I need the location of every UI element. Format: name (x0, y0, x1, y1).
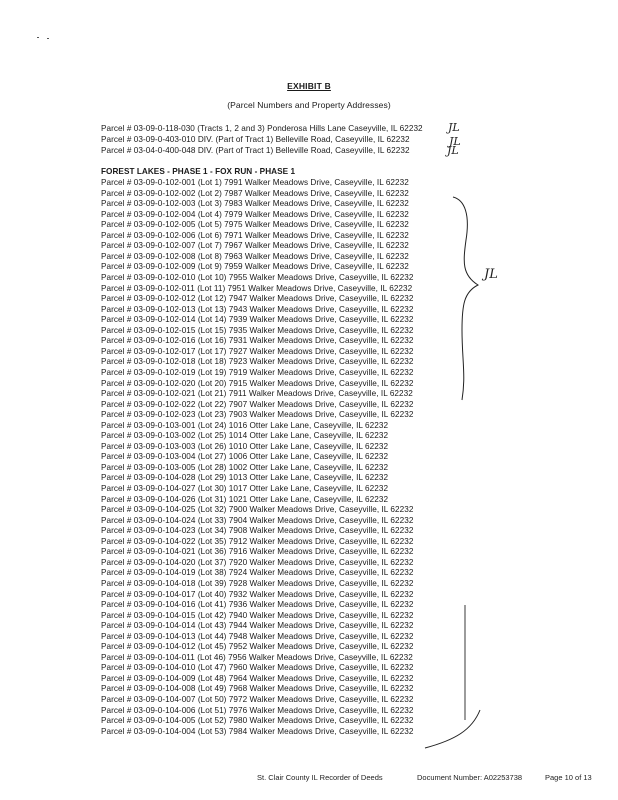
parcel-line: Parcel # 03-09-0-103-001 (Lot 24) 1016 Otter Lake Lane, Caseyville, IL 62232 (101, 420, 389, 430)
parcel-line: Parcel # 03-09-0-104-018 (Lot 39) 7928 Walker Meadows Drive, Caseyville, IL 62232 (101, 578, 414, 588)
parcel-line: Parcel # 03-09-0-102-014 (Lot 14) 7939 Walker Meadows Drive, Caseyville, IL 62232 (101, 315, 414, 325)
parcel-line: Parcel # 03-09-0-104-014 (Lot 43) 7944 Walker Meadows Drive, Caseyville, IL 62232 (101, 621, 414, 631)
parcel-line: Parcel # 03-09-0-104-024 (Lot 33) 7904 Walker Meadows Drive, Caseyville, IL 62232 (101, 515, 414, 525)
parcel-line: Parcel # 03-09-0-104-027 (Lot 30) 1017 Otter Lake Lane, Caseyville, IL 62232 (101, 484, 389, 493)
parcel-line: Parcel # 03-09-0-104-020 (Lot 37) 7920 Walker Meadows Drive, Caseyville, IL 62232 (101, 557, 414, 567)
parcel-line: Parcel # 03-09-0-104-007 (Lot 50) 7972 Walker Meadows Drive, Caseyville, IL 62232 (101, 695, 414, 704)
parcel-line: Parcel # 03-09-0-102-019 (Lot 19) 7919 Walker Meadows Drive, Caseyville, IL 62232 (101, 367, 414, 377)
bracket-mark (453, 197, 478, 400)
parcel-line: Parcel # 03-09-0-104-026 (Lot 31) 1021 Otter Lake Lane, Caseyville, IL 62232 (101, 494, 389, 504)
initials-mark-1: JL (448, 121, 460, 134)
parcel-line: Parcel # 03-09-0-103-002 (Lot 25) 1014 Otter Lake Lane, Caseyville, IL 62232 (101, 431, 389, 441)
parcel-line: Parcel # 03-09-0-104-022 (Lot 35) 7912 Walker Meadows Drive, Caseyville, IL 62232 (101, 536, 414, 546)
parcel-line: Parcel # 03-09-0-102-022 (Lot 22) 7907 Walker Meadows Drive, Caseyville, IL 62232 (101, 399, 414, 409)
top-parcel-line: Parcel # 03-09-0-118-030 (Tracts 1, 2 and 3) Ponderosa Hills Lane Caseyville, IL 62232 (101, 124, 423, 133)
parcel-line: Parcel # 03-09-0-104-017 (Lot 40) 7932 Walker Meadows Drive, Caseyville, IL 62232 (101, 589, 414, 599)
parcel-line: Parcel # 03-09-0-102-012 (Lot 12) 7947 Walker Meadows Drive, Caseyville, IL 62232 (101, 294, 414, 304)
curve-mark (425, 710, 480, 748)
parcel-line: Parcel # 03-09-0-104-012 (Lot 45) 7952 Walker Meadows Drive, Caseyville, IL 62232 (101, 642, 414, 652)
initials-mark-2: JL (449, 135, 461, 148)
parcel-line: Parcel # 03-09-0-104-016 (Lot 41) 7936 Walker Meadows Drive, Caseyville, IL 62232 (101, 600, 414, 609)
parcel-line: Parcel # 03-09-0-104-008 (Lot 49) 7968 Walker Meadows Drive, Caseyville, IL 62232 (101, 684, 414, 694)
parcel-line: Parcel # 03-09-0-102-002 (Lot 2) 7987 Walker Meadows Drive, Caseyville, IL 62232 (101, 188, 409, 198)
footer-document-number: Document Number: A02253738 (417, 773, 523, 782)
top-parcel-line: Parcel # 03-04-0-400-048 DIV. (Part of Tract 1) Belleville Road, Caseyville, IL 62232 (101, 146, 410, 155)
parcel-line: Parcel # 03-09-0-102-003 (Lot 3) 7983 Walker Meadows Drive, Caseyville, IL 62232 (101, 199, 409, 209)
parcel-line: Parcel # 03-09-0-102-023 (Lot 23) 7903 Walker Meadows Drive, Caseyville, IL 62232 (101, 410, 414, 420)
parcel-line: Parcel # 03-09-0-103-005 (Lot 28) 1002 Otter Lake Lane, Caseyville, IL 62232 (101, 462, 389, 472)
parcel-line: Parcel # 03-09-0-102-018 (Lot 18) 7923 Walker Meadows Drive, Caseyville, IL 62232 (101, 357, 414, 367)
parcel-line: Parcel # 03-09-0-102-013 (Lot 13) 7943 Walker Meadows Drive, Caseyville, IL 62232 (101, 304, 414, 314)
parcel-line: Parcel # 03-09-0-102-001 (Lot 1) 7991 Walker Meadows Drive, Caseyville, IL 62232 (101, 178, 409, 187)
exhibit-title: EXHIBIT B (287, 81, 331, 91)
parcel-line: Parcel # 03-09-0-102-017 (Lot 17) 7927 Walker Meadows Drive, Caseyville, IL 62232 (101, 346, 414, 356)
parcel-line: Parcel # 03-09-0-103-003 (Lot 26) 1010 Otter Lake Lane, Caseyville, IL 62232 (101, 441, 389, 451)
parcel-line: Parcel # 03-09-0-104-019 (Lot 38) 7924 Walker Meadows Drive, Caseyville, IL 62232 (101, 568, 414, 578)
parcel-line: Parcel # 03-09-0-102-021 (Lot 21) 7911 Walker Meadows Drive, Caseyville, IL 62232 (101, 389, 413, 398)
parcel-line: Parcel # 03-09-0-104-015 (Lot 42) 7940 Walker Meadows Drive, Caseyville, IL 62232 (101, 610, 414, 620)
parcel-line: Parcel # 03-09-0-104-021 (Lot 36) 7916 Walker Meadows Drive, Caseyville, IL 62232 (101, 547, 414, 557)
parcel-line: Parcel # 03-09-0-102-009 (Lot 9) 7959 Walker Meadows Drive, Caseyville, IL 62232 (101, 262, 409, 272)
parcel-line: Parcel # 03-09-0-104-025 (Lot 32) 7900 Walker Meadows Drive, Caseyville, IL 62232 (101, 505, 414, 515)
footer-recorder: St. Clair County IL Recorder of Deeds (257, 773, 383, 782)
parcel-line: Parcel # 03-09-0-104-028 (Lot 29) 1013 Otter Lake Lane, Caseyville, IL 62232 (101, 473, 389, 483)
parcel-line: Parcel # 03-09-0-104-005 (Lot 52) 7980 Walker Meadows Drive, Caseyville, IL 62232 (101, 716, 414, 726)
parcel-line: Parcel # 03-09-0-104-004 (Lot 53) 7984 Walker Meadows Drive, Caseyville, IL 62232 (101, 726, 414, 736)
parcel-line: Parcel # 03-09-0-102-004 (Lot 4) 7979 Walker Meadows Drive, Caseyville, IL 62232 (101, 209, 409, 219)
parcel-line: Parcel # 03-09-0-104-013 (Lot 44) 7948 Walker Meadows Drive, Caseyville, IL 62232 (101, 631, 414, 641)
top-parcel-line: Parcel # 03-09-0-403-010 DIV. (Part of Tract 1) Belleville Road, Caseyville, IL 62232 (101, 135, 410, 144)
parcel-line: Parcel # 03-09-0-102-016 (Lot 16) 7931 Walker Meadows Drive, Caseyville, IL 62232 (101, 336, 414, 346)
parcel-line: Parcel # 03-09-0-102-020 (Lot 20) 7915 Walker Meadows Drive, Caseyville, IL 62232 (101, 378, 414, 388)
parcel-line: Parcel # 03-09-0-102-008 (Lot 8) 7963 Walker Meadows Drive, Caseyville, IL 62232 (101, 251, 409, 261)
parcel-line: Parcel # 03-09-0-103-004 (Lot 27) 1006 Otter Lake Lane, Caseyville, IL 62232 (101, 452, 389, 462)
exhibit-subtitle: (Parcel Numbers and Property Addresses) (227, 100, 391, 110)
parcel-line: Parcel # 03-09-0-104-009 (Lot 48) 7964 Walker Meadows Drive, Caseyville, IL 62232 (101, 673, 414, 683)
parcel-line: Parcel # 03-09-0-104-011 (Lot 46) 7956 Walker Meadows Drive, Caseyville, IL 62232 (101, 652, 413, 662)
footer-page-number: Page 10 of 13 (545, 773, 592, 782)
parcel-line: Parcel # 03-09-0-104-006 (Lot 51) 7976 Walker Meadows Drive, Caseyville, IL 62232 (101, 705, 414, 715)
section-heading: FOREST LAKES - PHASE 1 - FOX RUN - PHASE 1 (101, 167, 296, 176)
parcel-line: Parcel # 03-09-0-102-010 (Lot 10) 7955 Walker Meadows Drive, Caseyville, IL 62232 (101, 272, 414, 282)
initials-mark-3: JL (447, 144, 459, 157)
parcel-line: Parcel # 03-09-0-102-007 (Lot 7) 7967 Walker Meadows Drive, Caseyville, IL 62232 (101, 241, 409, 251)
parcel-line: Parcel # 03-09-0-104-010 (Lot 47) 7960 Walker Meadows Drive, Caseyville, IL 62232 (101, 663, 414, 673)
parcel-line: Parcel # 03-09-0-102-006 (Lot 6) 7971 Walker Meadows Drive, Caseyville, IL 62232 (101, 230, 409, 240)
parcel-line: Parcel # 03-09-0-102-005 (Lot 5) 7975 Walker Meadows Drive, Caseyville, IL 62232 (101, 220, 409, 230)
parcel-line: Parcel # 03-09-0-102-015 (Lot 15) 7935 Walker Meadows Drive, Caseyville, IL 62232 (101, 325, 414, 335)
parcel-line: Parcel # 03-09-0-102-011 (Lot 11) 7951 Walker Meadows Drive, Caseyville, IL 62232 (101, 283, 413, 293)
parcel-line: Parcel # 03-09-0-104-023 (Lot 34) 7908 Walker Meadows Drive, Caseyville, IL 62232 (101, 526, 414, 536)
initials-mark-phase: JL (484, 267, 498, 282)
